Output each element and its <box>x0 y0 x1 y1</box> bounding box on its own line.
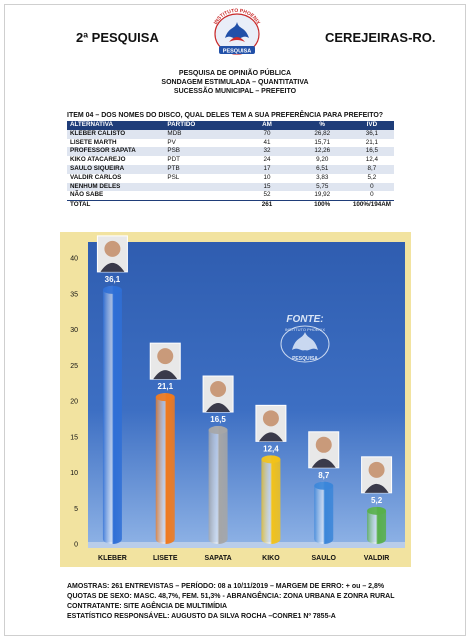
bar-saulo <box>314 482 333 544</box>
cell-alternative: KIKO ATACAREJO <box>67 156 164 165</box>
table-row <box>67 139 394 148</box>
cell-am: 10 <box>239 174 294 183</box>
chart-plot-area <box>88 242 405 548</box>
bar-cap <box>367 507 386 515</box>
cell-percent: 15,71 <box>295 139 350 148</box>
bar-cap <box>103 286 122 294</box>
subtitle-line-2: SONDAGEM ESTIMULADA – QUANTITATIVA <box>161 79 309 86</box>
y-tick-label: 10 <box>70 470 78 477</box>
cell-party: MDB <box>164 130 239 139</box>
total-ivd: 100%/194AM <box>350 201 394 210</box>
cell-alternative: NÃO SABE <box>67 191 164 200</box>
y-tick-label: 5 <box>74 505 78 513</box>
cell-percent: 9,20 <box>295 156 350 165</box>
y-tick-label: 20 <box>70 398 78 406</box>
bar-cap <box>261 455 280 463</box>
bar-cap <box>314 482 333 490</box>
question-text: ITEM 04 – DOS NOMES DO DISCO, QUAL DELES TEM A SUA PREFERÊNCIA PARA PREFEITO? <box>67 112 384 119</box>
x-category-label: VALDIR <box>363 555 390 562</box>
cell-percent: 19,92 <box>295 191 350 200</box>
footer-line-2: QUOTAS DE SEXO: MASC. 48,7%, FEM. 51,3% - ABRANGÊNCIA: ZONA URBANA E ZONRA RURAL <box>67 593 395 600</box>
candidate-face <box>210 381 226 397</box>
cell-party: PV <box>164 139 239 148</box>
watermark-logo-text: PESQUISA <box>292 356 318 362</box>
col-header-ivd: IVD <box>350 121 394 130</box>
results-table <box>67 121 394 210</box>
x-category-label: KLEBER <box>98 555 127 562</box>
cell-alternative: PROFESSOR SAPATA <box>67 147 164 156</box>
table-row <box>67 156 394 165</box>
y-tick-label: 40 <box>70 255 78 263</box>
cell-alternative: SAULO SIQUEIRA <box>67 165 164 174</box>
footer-line-3: CONTRATANTE: SITE AGÊNCIA DE MULTIMÍDIA <box>67 603 228 610</box>
candidate-face <box>263 410 279 426</box>
cell-percent: 12,26 <box>295 147 350 156</box>
bar-value-label: 8,7 <box>318 470 330 480</box>
cell-percent: 3,83 <box>295 174 350 183</box>
y-tick-label: 0 <box>74 541 78 549</box>
subtitle-line-1: PESQUISA DE OPINIÃO PÚBLICA <box>178 70 292 77</box>
bar-value-label: 16,5 <box>210 415 226 425</box>
cell-am: 32 <box>239 147 294 156</box>
cell-party: PSB <box>164 147 239 156</box>
bar-cap <box>209 426 228 434</box>
chart-frame <box>60 232 411 567</box>
bar-value-label: 5,2 <box>371 495 383 505</box>
candidate-face <box>369 462 385 478</box>
cell-ivd: 16,5 <box>350 147 394 156</box>
watermark-logo-text-top: INSTITUTO PHOENIX <box>284 327 326 332</box>
table-row <box>67 174 394 183</box>
city-title: CEREJEIRAS-RO. <box>325 30 436 45</box>
cell-am: 70 <box>239 130 294 139</box>
total-percent: 100% <box>295 201 350 210</box>
y-tick-label: 30 <box>70 327 78 334</box>
cell-party <box>164 191 239 200</box>
bar-value-label: 21,1 <box>157 382 174 392</box>
bar-lisete <box>156 393 175 544</box>
chart-floor <box>88 542 405 548</box>
table-header-row <box>67 121 394 130</box>
total-label: TOTAL <box>67 201 164 210</box>
cell-ivd: 5,2 <box>350 174 394 183</box>
x-category-label: KIKO <box>262 555 280 562</box>
cell-am: 15 <box>239 183 294 192</box>
bar-chart <box>60 232 411 567</box>
cell-percent: 26,82 <box>295 130 350 139</box>
svg-text:INSTITUTO PHOENIX: INSTITUTO PHOENIX <box>212 8 262 26</box>
phoenix-logo <box>207 8 267 58</box>
y-tick-label: 25 <box>70 362 78 370</box>
cell-party <box>164 183 239 192</box>
total-party <box>164 201 239 210</box>
cell-party: PTB <box>164 165 239 174</box>
cell-alternative: LISETE MARTH <box>67 139 164 148</box>
cell-ivd: 21,1 <box>350 139 394 148</box>
watermark-text: FONTE: <box>286 314 324 325</box>
candidate-face <box>316 437 332 453</box>
cell-party: PDT <box>164 156 239 165</box>
footer-line-1: AMOSTRAS: 261 ENTREVISTAS – PERÍODO: 08 a 10/11/2019 – MARGEM DE ERRO: + ou – 2,8% <box>67 583 385 590</box>
cell-am: 17 <box>239 165 294 174</box>
subtitle-line-3: SUCESSÃO MUNICIPAL – PREFEITO <box>173 88 297 95</box>
survey-number-title: 2ª PESQUISA <box>76 30 159 45</box>
col-header-alternativa: ALTERNATIVA <box>67 121 164 130</box>
candidate-face <box>104 241 120 257</box>
x-category-label: SAPATA <box>204 555 232 562</box>
table-row <box>67 183 394 192</box>
bar-value-label: 36,1 <box>104 274 121 284</box>
total-am: 261 <box>239 201 294 210</box>
cell-percent: 6,51 <box>295 165 350 174</box>
table-row <box>67 165 394 174</box>
footer-line-4: ESTATÍSTICO RESPONSÁVEL: AUGUSTO DA SILVA ROCHA –CONRE1 Nº 7855-A <box>67 613 336 620</box>
cell-am: 41 <box>239 139 294 148</box>
cell-party: PSL <box>164 174 239 183</box>
cell-alternative: NENHUM DELES <box>67 183 164 192</box>
cell-ivd: 36,1 <box>350 130 394 139</box>
table-row <box>67 147 394 156</box>
table-row <box>67 130 394 139</box>
bar-sapata <box>209 426 228 544</box>
cell-am: 52 <box>239 191 294 200</box>
cell-ivd: 0 <box>350 183 394 192</box>
table-total-row <box>67 201 394 210</box>
y-tick-label: 35 <box>70 291 78 299</box>
bar-kleber <box>103 286 122 544</box>
cell-ivd: 0 <box>350 191 394 200</box>
cell-percent: 5,75 <box>295 183 350 192</box>
col-header-percent: % <box>295 121 350 130</box>
col-header-am: AM <box>239 121 294 130</box>
col-header-partido: PARTIDO <box>164 121 239 130</box>
cell-ivd: 8,7 <box>350 165 394 174</box>
bar-value-label: 12,4 <box>263 444 279 454</box>
svg-text:PESQUISA: PESQUISA <box>222 48 252 55</box>
cell-alternative: VALDIR CARLOS <box>67 174 164 183</box>
cell-am: 24 <box>239 156 294 165</box>
table-row <box>67 191 394 200</box>
x-category-label: SAULO <box>311 555 336 562</box>
y-tick-label: 15 <box>70 434 78 442</box>
bar-kiko <box>261 455 280 544</box>
cell-ivd: 12,4 <box>350 156 394 165</box>
candidate-face <box>157 348 173 364</box>
x-category-label: LISETE <box>152 555 178 562</box>
cell-alternative: KLEBER CALISTO <box>67 130 164 139</box>
bar-cap <box>156 393 175 401</box>
